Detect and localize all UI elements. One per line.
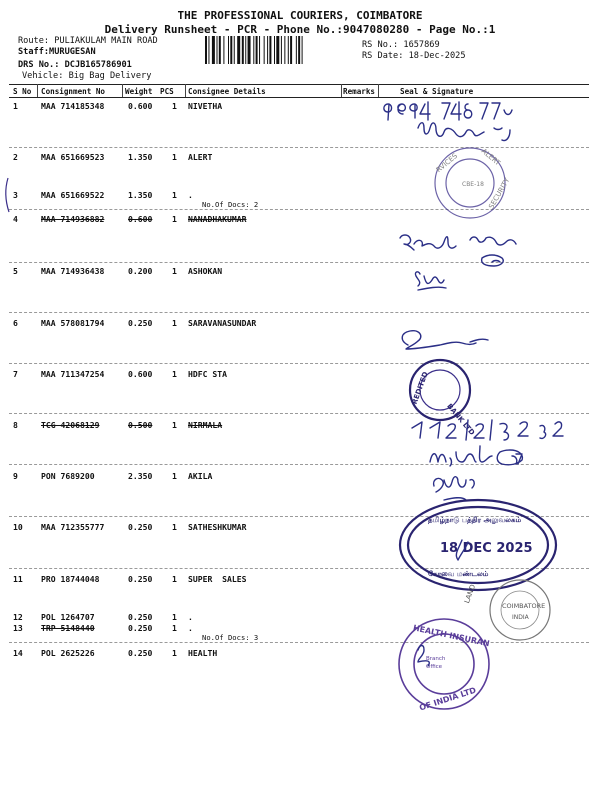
row-separator <box>9 209 589 210</box>
stamp-bottom-text: கோவை மண்டலம் <box>428 570 489 578</box>
rs-date-value: 18-Dec-2025 <box>408 51 466 61</box>
row-separator <box>9 363 589 364</box>
stamp-ring-text: LAND <box>462 583 478 605</box>
stamp-ring-text: RVICES <box>434 151 460 175</box>
table-header-rule <box>9 97 589 98</box>
drs-label: DRS No.: <box>18 60 60 70</box>
row-sno: 7 <box>13 369 18 379</box>
route-label: Route: <box>18 36 50 46</box>
col-header-remarks: Remarks <box>343 87 376 96</box>
row-consignment-no: MAA 578081794 <box>41 318 105 328</box>
row-pcs: 1 <box>172 369 177 379</box>
row-consignment-no: PRO 18744048 <box>41 574 100 584</box>
row-sno: 9 <box>13 471 18 481</box>
row-separator <box>9 262 589 263</box>
rs-date-label: RS Date: <box>362 51 404 61</box>
row-separator <box>9 312 589 313</box>
vehicle-label: Vehicle: <box>22 71 64 81</box>
col-header-consignment: Consignment No <box>41 87 106 96</box>
row-sno: 14 <box>13 648 23 658</box>
stamp-security-circle <box>435 147 512 218</box>
row-sno: 2 <box>13 152 18 162</box>
row-separator <box>9 464 589 465</box>
staff-line <box>18 47 96 57</box>
rs-no-value: 1657869 <box>403 40 440 50</box>
stamp-hdfc-circle <box>410 360 476 437</box>
signature-row-5 <box>415 272 446 290</box>
staff-label: Staff: <box>18 47 50 57</box>
row-sno: 11 <box>13 574 23 584</box>
row-weight: 0.250 <box>128 648 153 658</box>
row-weight: 0.600 <box>128 369 153 379</box>
stamp-ring-text: ALERT <box>479 147 502 168</box>
stamp-ring-text: REDITED <box>410 370 430 406</box>
row-pcs: 1 <box>172 101 177 111</box>
stamp-city-text: COIMBATORE <box>502 602 546 610</box>
row-consignee: NIVETHA <box>188 101 223 111</box>
row-separator <box>9 642 589 643</box>
vehicle-line <box>22 71 151 81</box>
row-consignment-no: MAA 714936882 <box>41 214 105 224</box>
row-consignment-no: MAA 712355777 <box>41 522 105 532</box>
table-top-rule <box>9 84 589 85</box>
barcode <box>205 36 357 64</box>
docs-count: No.Of Docs: 3 <box>202 633 259 642</box>
col-header-seal-signature: Seal & Signature <box>400 87 474 96</box>
row-consignment-no: POL 2625226 <box>41 648 95 658</box>
row-consignee: . <box>188 623 193 633</box>
row-separator <box>9 413 589 414</box>
row-pcs: 1 <box>172 214 177 224</box>
row-sno: 8 <box>13 420 18 430</box>
row-weight: 0.250 <box>128 623 153 633</box>
rs-no-line <box>362 40 440 50</box>
drs-value: DCJB165786901 <box>64 60 132 70</box>
row-sno: 3 <box>13 190 18 200</box>
column-divider <box>185 84 186 97</box>
row-consignment-no: TCG 42068129 <box>41 420 100 430</box>
row-consignment-no: MAA 711347254 <box>41 369 105 379</box>
row-consignee: HDFC STA <box>188 369 227 379</box>
stamp-bottom-text: OF INDIA LTD <box>418 685 478 713</box>
margin-mark <box>6 178 9 212</box>
col-header-pcs: PCS <box>160 87 174 96</box>
stamp-date-text: 18 DEC 2025 <box>440 541 533 556</box>
rs-no-label: RS No.: <box>362 40 399 50</box>
signature-row-9 <box>434 477 475 500</box>
stamp-inner-text: Branch <box>426 656 446 662</box>
row-sno: 5 <box>13 266 18 276</box>
row-pcs: 1 <box>172 522 177 532</box>
row-pcs: 1 <box>172 420 177 430</box>
row-separator <box>9 568 589 569</box>
stamp-ring-text: BANK LTD <box>445 402 477 437</box>
rs-date-line <box>362 51 466 61</box>
row-consignee: SARAVANASUNDAR <box>188 318 257 328</box>
row-weight: 0.250 <box>128 574 153 584</box>
row-sno: 13 <box>13 623 23 633</box>
stamp-ring-text: SECURITY <box>487 176 512 211</box>
signature-row-8 <box>412 420 563 466</box>
row-pcs: 1 <box>172 266 177 276</box>
row-weight: 0.250 <box>128 522 153 532</box>
row-consignee: HEALTH <box>188 648 218 658</box>
row-consignee: . <box>188 612 193 622</box>
document-subtitle: Delivery Runsheet - PCR - Phone No.:9047080280 - Page No.:1 <box>104 23 496 36</box>
row-weight: 0.250 <box>128 318 153 328</box>
row-consignee: NANADHAKUMAR <box>188 214 247 224</box>
column-divider <box>122 84 123 97</box>
stamp-health-insurance <box>399 619 490 713</box>
row-sno: 10 <box>13 522 23 532</box>
row-sno: 6 <box>13 318 18 328</box>
route-line <box>18 36 158 46</box>
row-pcs: 1 <box>172 648 177 658</box>
column-divider <box>341 84 342 97</box>
staff-value: MURUGESAN <box>49 47 96 57</box>
row-consignee: AKILA <box>188 471 213 481</box>
row-sno: 12 <box>13 612 23 622</box>
row-consignment-no: TRP 5148440 <box>41 623 95 633</box>
row-consignment-no: MAA 714936438 <box>41 266 105 276</box>
stamp-country-text: INDIA <box>512 614 529 621</box>
stamp-date-oval <box>400 500 556 590</box>
row-consignment-no: MAA 651669522 <box>41 190 105 200</box>
row-separator <box>9 147 589 148</box>
row-separator <box>9 516 589 517</box>
stamp-inner-text: Office <box>426 664 443 670</box>
drs-line <box>18 60 132 70</box>
column-divider <box>378 84 379 97</box>
row-weight: 0.600 <box>128 214 153 224</box>
signature-row-6 <box>402 331 488 349</box>
stamp-top-text: HEALTH INSURAN <box>412 623 491 649</box>
row-pcs: 1 <box>172 623 177 633</box>
row-pcs: 1 <box>172 471 177 481</box>
row-consignee: SATHESHKUMAR <box>188 522 247 532</box>
col-header-sno: S No <box>13 87 32 96</box>
row-sno: 1 <box>13 101 18 111</box>
row-pcs: 1 <box>172 152 177 162</box>
row-weight: 0.200 <box>128 266 153 276</box>
row-pcs: 1 <box>172 612 177 622</box>
vehicle-value: Big Bag Delivery <box>68 71 152 81</box>
docs-count: No.Of Docs: 2 <box>202 200 259 209</box>
row-consignee: SUPER SALES <box>188 574 247 584</box>
signature-row-1 <box>384 102 512 141</box>
row-weight: 0.250 <box>128 612 153 622</box>
row-consignee: ALERT <box>188 152 213 162</box>
col-header-weight: Weight <box>125 87 153 96</box>
row-pcs: 1 <box>172 574 177 584</box>
row-weight: 1.350 <box>128 152 153 162</box>
row-weight: 0.600 <box>128 101 153 111</box>
row-consignee: ASHOKAN <box>188 266 223 276</box>
row-pcs: 1 <box>172 190 177 200</box>
row-weight: 2.350 <box>128 471 153 481</box>
col-header-consignee: Consignee Details <box>188 87 266 96</box>
row-weight: 1.350 <box>128 190 153 200</box>
row-pcs: 1 <box>172 318 177 328</box>
stamp-coimbatore-circle <box>463 580 550 640</box>
row-consignment-no: MAA 714185348 <box>41 101 105 111</box>
row-consignee: . <box>188 190 193 200</box>
route-value: PULIAKULAM MAIN ROAD <box>54 36 158 46</box>
row-weight: 0.500 <box>128 420 153 430</box>
document-title: THE PROFESSIONAL COURIERS, COIMBATORE <box>177 9 423 22</box>
row-consignment-no: POL 1264707 <box>41 612 95 622</box>
row-consignment-no: MAA 651669523 <box>41 152 105 162</box>
stamp-top-text: தமிழ்நாடு பத்திர அலுவலகம் <box>428 516 522 524</box>
row-consignee: NIRMALA <box>188 420 223 430</box>
column-divider <box>37 84 38 97</box>
row-sno: 4 <box>13 214 18 224</box>
stamp-date-text: CBE-18 <box>462 181 484 188</box>
row-consignment-no: PON 7689200 <box>41 471 95 481</box>
